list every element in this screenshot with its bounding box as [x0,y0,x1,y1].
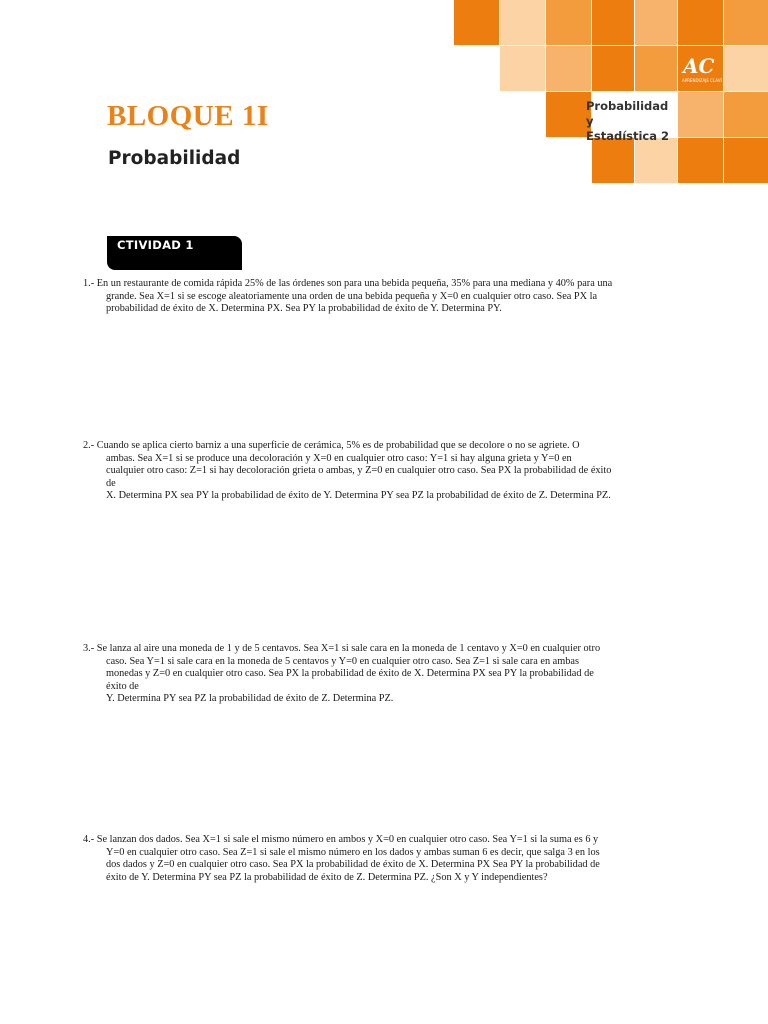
mosaic-tile [678,0,723,45]
mosaic-tile [592,0,634,45]
mosaic-tile [546,92,591,137]
question-line: cualquier otro caso: Z=1 si hay decoloración grieta o ambas, y Z=0 en cualquier otro caso. Sea PX la probabilidad de éxito [106,465,612,477]
question-line: grande. Sea X=1 si se escoge aleatoriamente una orden de una bebida pequeña y X=0 en cualquier otro caso. Sea PX la [106,290,598,302]
mosaic-tile [546,46,591,91]
question-line: 2.- Cuando se aplica cierto barniz a una superficie de cerámica, 5% es de probabilidad que se decolore o no se agriete. O [83,440,580,451]
question-line: Y. Determina PY sea PZ la probabilidad de éxito de Z. Determina PZ. [106,693,394,705]
course-label-line2: Estadística 2 [586,129,669,143]
section-subtitle: Probabilidad [108,148,241,169]
question-line: de [106,477,116,489]
question-line: caso. Sea Y=1 si sale cara en la moneda de 5 centavos y Y=0 en cualquier otro caso. Sea Z=1 si sale cara en ambas [106,655,579,667]
question-line: éxito de [106,680,139,692]
mosaic-tile [678,138,723,183]
course-label-line1: Probabilidad y [586,99,669,128]
question-line: 4.- Se lanzan dos dados. Sea X=1 si sale el mismo número en ambos y X=0 en cualquier otro caso. Sea Y=1 si la suma es 6 y [83,834,599,845]
question-line: monedas y Z=0 en cualquier otro caso. Sea PX la probabilidad de éxito de X. Determina PX sea PY la probabilidad de [106,668,594,680]
mosaic-tile [724,46,768,91]
logo-letters: AC [683,54,715,78]
mosaic-tile [635,0,677,45]
question-line: ambas. Sea X=1 si se produce una decoloración y X=0 en cualquier otro caso: Y=1 si hay alguna grieta y Y=0 en [106,452,572,464]
question-line: Y=0 en cualquier otro caso. Sea Z=1 si sale el mismo número en los dados y ambas suman 6 es decir, que salga 3 en los [106,846,600,858]
logo-caption: APRENDIZAJE CLAVE [682,78,722,83]
mosaic-tile [500,46,545,91]
mosaic-tile [724,0,768,45]
activity-label: CTIVIDAD 1 [117,238,194,252]
mosaic-tile [635,138,677,183]
course-label [586,99,678,144]
mosaic-tile [724,92,768,137]
block-title: BLOQUE 1I [107,100,269,132]
question-2 [84,440,668,503]
mosaic-tile [635,46,677,91]
question-line: X. Determina PX sea PY la probabilidad de éxito de Y. Determina PY sea PZ la probabilidad de éxito de Z. Determina PZ. [106,490,611,502]
mosaic-tile [592,46,634,91]
question-line: 1.- En un restaurante de comida rápida 25% de las órdenes son para una bebida pequeña, 35% para una mediana y 40% para una [83,278,613,289]
mosaic-tile [678,92,723,137]
question-1 [84,278,668,316]
activity-banner [107,236,242,270]
mosaic-tile [454,0,499,45]
question-4 [84,834,668,884]
question-line: dos dados y Z=0 en cualquier otro caso. Sea PX la probabilidad de éxito de X. Determina PX Sea PY la probabilidad de [106,859,600,871]
aprendizaje-clave-logo [680,52,722,86]
question-3 [84,643,668,706]
mosaic-tile [546,0,591,45]
question-line: probabilidad de éxito de X. Determina PX. Sea PY la probabilidad de éxito de Y. Determina PY. [106,303,502,315]
mosaic-tile [724,138,768,183]
question-line: éxito de Y. Determina PY sea PZ la probabilidad de éxito de Z. Determina PZ. ¿Son X y Y independientes? [106,871,548,883]
mosaic-tile [500,0,545,45]
logo-mark-icon [680,52,722,86]
mosaic-tile [592,138,634,183]
question-line: 3.- Se lanza al aire una moneda de 1 y de 5 centavos. Sea X=1 si sale cara en la moneda de 1 centavo y X=0 en cualquier otro [83,643,601,654]
